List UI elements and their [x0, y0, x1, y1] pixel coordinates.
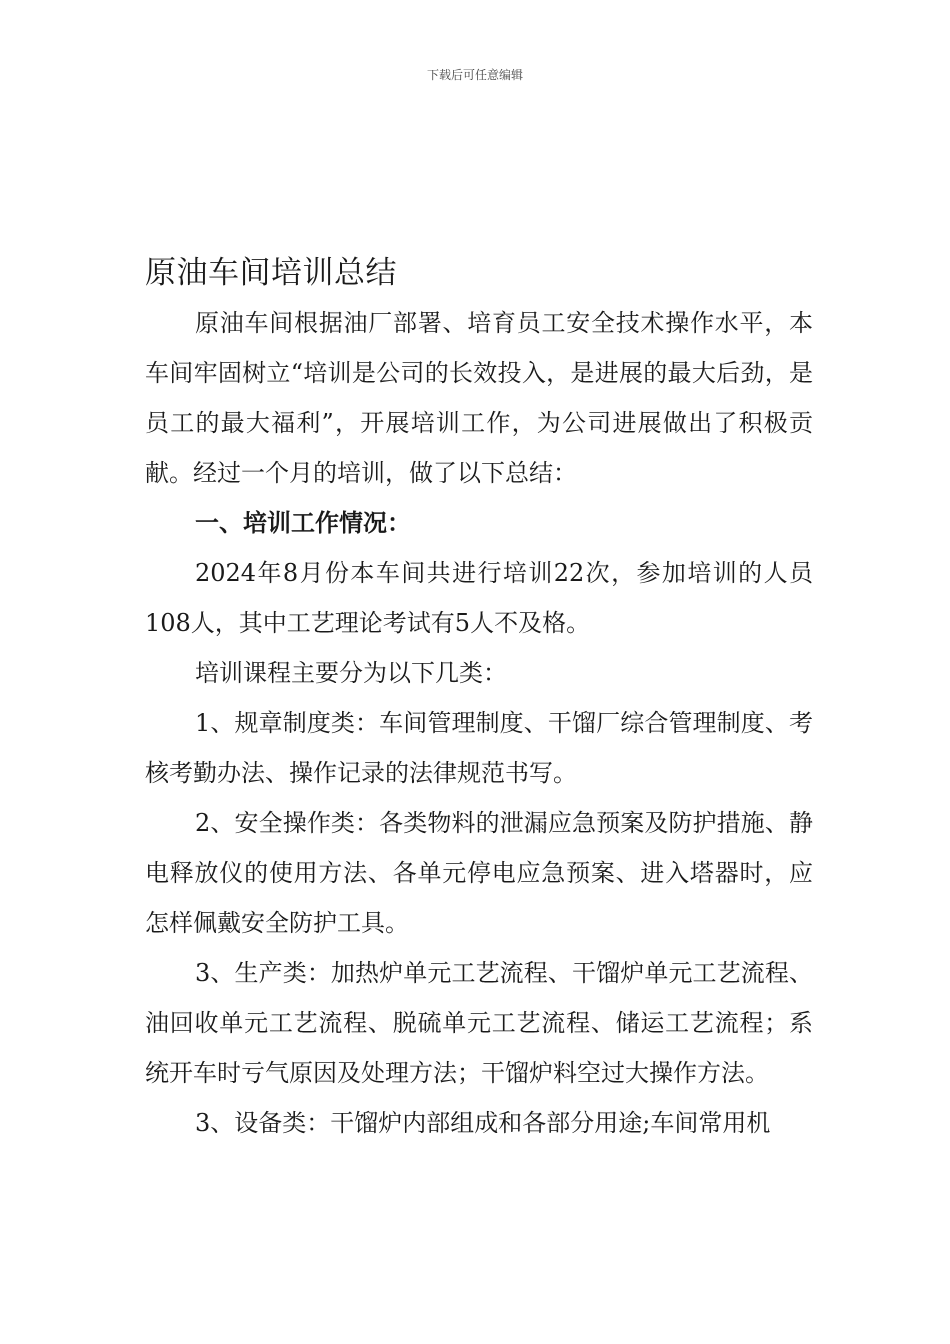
document-title: 原油车间培训总结: [145, 255, 397, 291]
paragraph-rules-category: 1、规章制度类：车间管理制度、干馏厂综合管理制度、考核考勤办法、操作记录的法律规范书写。: [145, 709, 813, 787]
paragraph-intro: 原油车间根据油厂部署、培育员工安全技术操作水平，本车间牢固树立“培训是公司的长效投入，是进展的最大后劲，是员工的最大福利”，开展培训工作，为公司进展做出了积极贡献。经过一个月的培训，做了以下总结：: [145, 309, 813, 487]
paragraph-equipment-category: 3、设备类：干馏炉内部组成和各部分用途;车间常用机: [195, 1109, 771, 1137]
paragraph-production-category: 3、生产类：加热炉单元工艺流程、干馏炉单元工艺流程、油回收单元工艺流程、脱硫单元工艺流程、储运工艺流程；系统开车时亏气原因及处理方法；干馏炉料空过大操作方法。: [145, 959, 813, 1087]
document-body: [145, 250, 813, 1148]
section-heading-training-status: 一、培训工作情况：: [195, 508, 411, 537]
page-header: 下载后可任意编辑: [426, 68, 523, 82]
paragraph-safety-category: 2、安全操作类：各类物料的泄漏应急预案及防护措施、静电释放仪的使用方法、各单元停电应急预案、进入塔器时，应怎样佩戴安全防护工具。: [145, 809, 813, 937]
paragraph-course-categories: 培训课程主要分为以下几类：: [195, 659, 507, 687]
paragraph-training-stats: 2024年8月份本车间共进行培训22次，参加培训的人员108人，其中工艺理论考试有5人不及格。: [145, 559, 813, 637]
